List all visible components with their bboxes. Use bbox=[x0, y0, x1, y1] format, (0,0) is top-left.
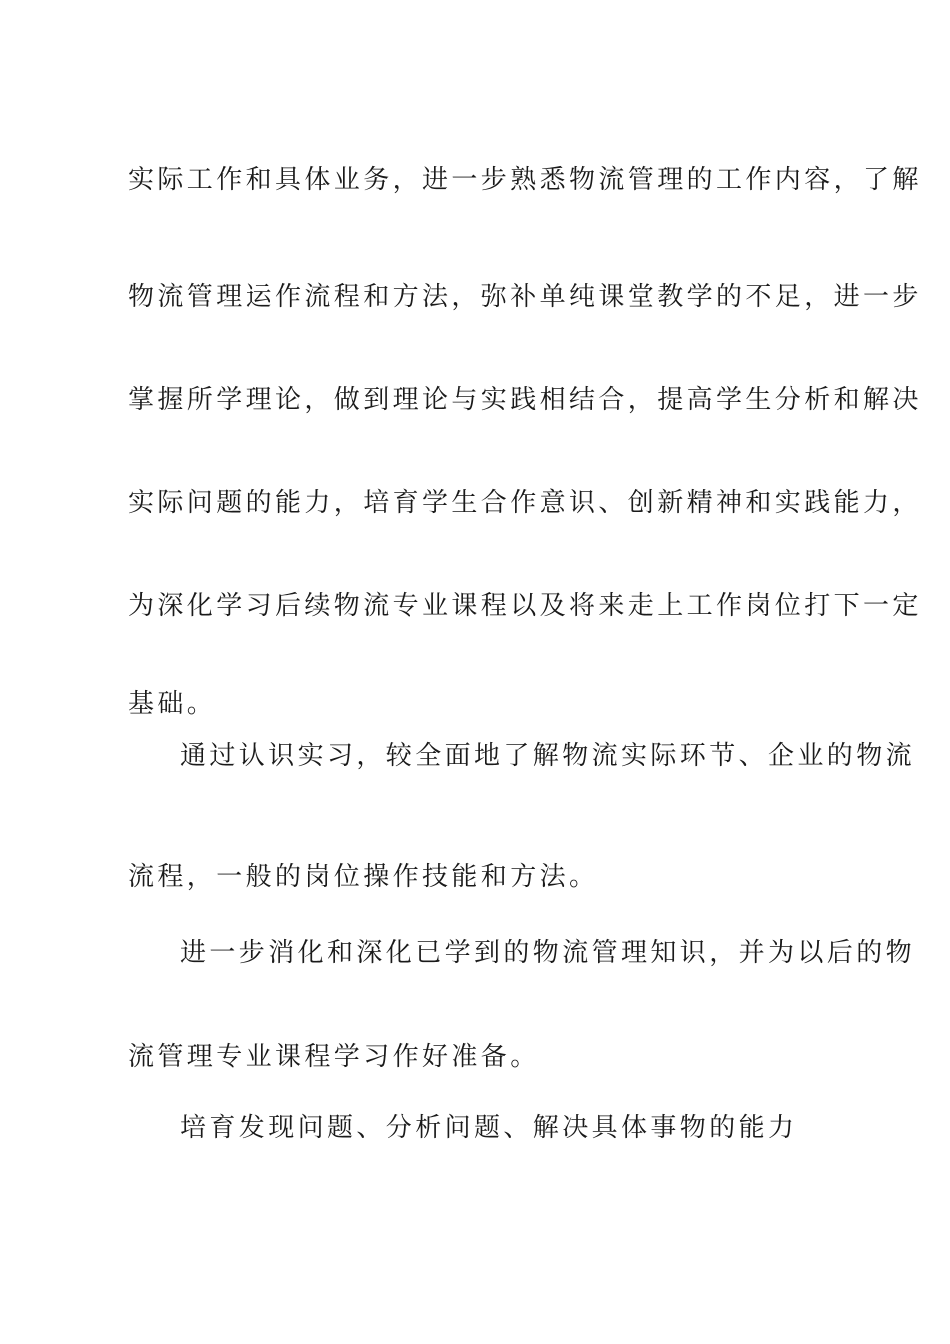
text-line: 掌握所学理论，做到理论与实践相结合，提高学生分析和解决 bbox=[128, 385, 922, 415]
text-line: 流程，一般的岗位操作技能和方法。 bbox=[128, 862, 599, 892]
text-line: 实际工作和具体业务，进一步熟悉物流管理的工作内容，了解 bbox=[128, 165, 922, 195]
text-line: 培育发现问题、分析问题、解决具体事物的能力 bbox=[180, 1113, 798, 1143]
text-line: 实际问题的能力，培育学生合作意识、创新精神和实践能力， bbox=[128, 488, 922, 518]
text-line: 为深化学习后续物流专业课程以及将来走上工作岗位打下一定 bbox=[128, 591, 922, 621]
text-line: 物流管理运作流程和方法，弥补单纯课堂教学的不足，进一步 bbox=[128, 282, 922, 312]
text-line: 进一步消化和深化已学到的物流管理知识，并为以后的物 bbox=[180, 938, 916, 968]
text-line: 通过认识实习，较全面地了解物流实际环节、企业的物流 bbox=[180, 741, 916, 771]
text-line: 基础。 bbox=[128, 689, 217, 719]
text-line: 流管理专业课程学习作好准备。 bbox=[128, 1042, 540, 1072]
